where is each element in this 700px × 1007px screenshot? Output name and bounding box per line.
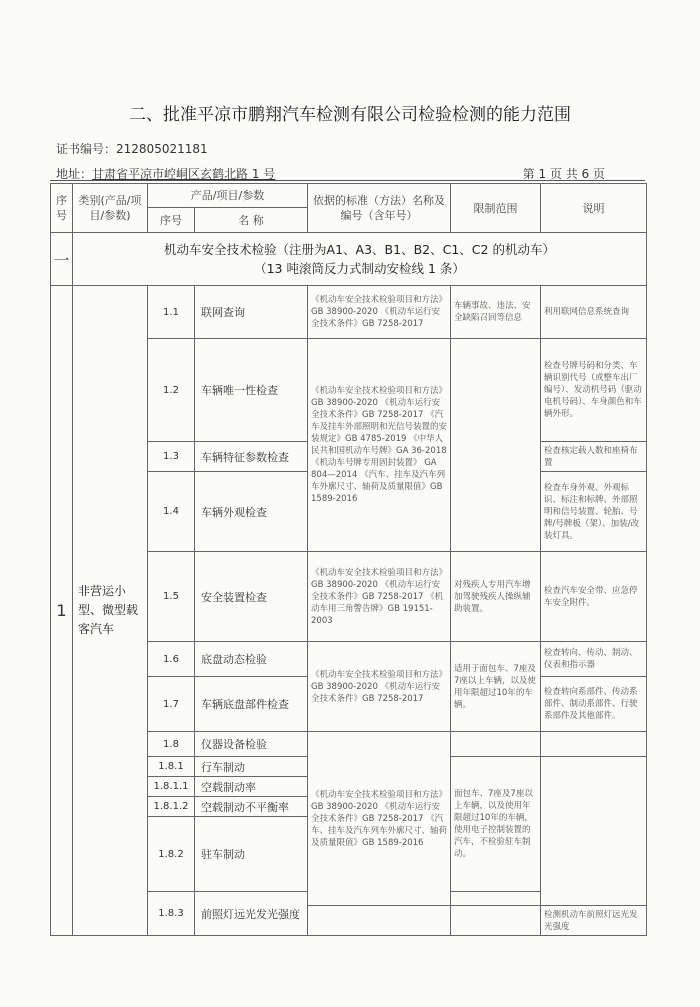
- header-sub-name: 名 称: [195, 208, 308, 233]
- item-name: 仪器设备检验: [195, 732, 308, 757]
- item-name: 车辆唯一性检查: [195, 339, 308, 442]
- item-name: 联网查询: [195, 286, 308, 339]
- limit-cell: [451, 906, 541, 936]
- limit-cell: 对残疾人专用汽车增加驾驶残疾人操纵辅助装置。: [451, 552, 541, 642]
- item-no: 1.2: [148, 339, 195, 442]
- header-seq: 序号: [51, 184, 73, 233]
- limit-cell: 车辆事故、违法、安全缺陷召回等信息: [451, 286, 541, 339]
- divider: [50, 180, 645, 181]
- section-title-line2: （13 吨滚筒反力式制动安检线 1 条）: [254, 261, 465, 276]
- limit-cell: 面包车、7座及7座以上车辆，以及使用年限超过10年的车辆，使用电子控制装置的汽车，不检验驻车制动。: [451, 757, 541, 892]
- item-no: 1.6: [148, 642, 195, 677]
- item-name: 行车制动: [195, 757, 308, 777]
- standard-cell: 《机动车安全技术检验项目和方法》GB 38900-2020 《机动车运行安全技术条件》GB 7258-2017 《机动车用三角警告牌》GB 19151-2003: [308, 552, 451, 642]
- address-label: 地址：: [56, 167, 93, 181]
- note-cell: 检查转向、传动、制动、仪表和指示器: [541, 642, 647, 677]
- limit-cell: 适用于面包车、7座及7座以上车辆，以及使用年限超过10年的车辆。: [451, 642, 541, 732]
- header-category: 类别(产品/项目/参数): [73, 184, 148, 233]
- group-number: 1: [51, 286, 73, 936]
- item-no: 1.8.1.1: [148, 777, 195, 797]
- cert-label: 证书编号：: [56, 142, 117, 156]
- note-cell: 检查转向系部件、传动系部件、制动系部件、行驶系部件及其他部件。: [541, 677, 647, 732]
- page-indicator: 第 1 页 共 6 页: [522, 167, 605, 181]
- note-cell: 利用联网信息系统查询: [541, 286, 647, 339]
- item-name: 空载制动不平衡率: [195, 797, 308, 817]
- item-no: 1.1: [148, 286, 195, 339]
- document-title: 二、批准平凉市鹏翔汽车检测有限公司检验检测的能力范围: [129, 105, 571, 125]
- item-name: 安全装置检查: [195, 552, 308, 642]
- section-number: 一: [51, 233, 73, 286]
- item-no: 1.7: [148, 677, 195, 732]
- standard-cell: 《机动车安全技术检验项目和方法》GB 38900-2020 《机动车运行安全技术条件》GB 7258-2017: [308, 286, 451, 339]
- section-title: [73, 233, 647, 286]
- item-name: 车辆外观检查: [195, 472, 308, 552]
- standard-cell: [308, 906, 451, 936]
- item-no: 1.8.1.2: [148, 797, 195, 817]
- note-cell: 检查车身外观、外观标识、标注和标牌、外部照明和信号装置、轮胎、号牌/号牌板（架）、加装/改装灯具。: [541, 472, 647, 552]
- note-cell: 检查号牌号码和分类、车辆识别代号（或整车出厂编号）、发动机号码（驱动电机号码）、车身颜色和车辆外形。: [541, 339, 647, 442]
- standard-cell: 《机动车安全技术检验项目和方法》GB 38900-2020 《机动车运行安全技术条件》GB 7258-2017: [308, 642, 451, 732]
- item-name: 前照灯远光发光强度: [195, 892, 308, 936]
- header-sub-no: 序号: [148, 208, 195, 233]
- item-name: 驻车制动: [195, 817, 308, 892]
- item-no: 1.8.1: [148, 757, 195, 777]
- note-cell: 检查核定载人数和座椅布置: [541, 442, 647, 472]
- standard-cell: 《机动车安全技术检验项目和方法》GB 38900-2020 《机动车运行安全技术条件》GB 7258-2017 《汽车、挂车及汽车列车外廓尺寸、轴荷及质量限值》GB 1589-2016: [308, 732, 451, 906]
- item-no: 1.8: [148, 732, 195, 757]
- header-note: 说明: [541, 184, 647, 233]
- certificate-number: [56, 140, 208, 157]
- header-product: 产品/项目/参数: [148, 184, 308, 208]
- header-limit: 限制范围: [451, 184, 541, 233]
- item-name: 车辆特征参数检查: [195, 442, 308, 472]
- item-name: 空载制动率: [195, 777, 308, 797]
- note-cell: 检测机动车前照灯远光发光强度: [541, 906, 647, 936]
- note-cell: 检查汽车安全带、应急停车安全附件。: [541, 552, 647, 642]
- address-value: 甘肃省平凉市崆峒区玄鹤北路 1 号: [92, 167, 276, 181]
- header-standard: 依据的标准（方法）名称及编号（含年号）: [308, 184, 451, 233]
- item-no: 1.8.3: [148, 892, 195, 936]
- group-category: 非营运小型、微型载客汽车: [73, 286, 148, 936]
- item-no: 1.8.2: [148, 817, 195, 892]
- item-name: 底盘动态检验: [195, 642, 308, 677]
- item-no: 1.5: [148, 552, 195, 642]
- limit-cell: [451, 732, 541, 757]
- note-cell: [541, 757, 647, 906]
- capability-table: [50, 183, 647, 936]
- item-no: 1.3: [148, 442, 195, 472]
- item-name: 车辆底盘部件检查: [195, 677, 308, 732]
- limit-cell: [451, 892, 541, 906]
- cert-value: 212805021181: [116, 142, 208, 156]
- note-cell: [541, 732, 647, 757]
- section-title-line1: 机动车安全技术检验（注册为A1、A3、B1、B2、C1、C2 的机动车）: [164, 242, 555, 257]
- item-no: 1.4: [148, 472, 195, 552]
- limit-cell: [451, 339, 541, 552]
- standard-cell: 《机动车安全技术检验项目和方法》GB 38900-2020 《机动车运行安全技术条件》GB 7258-2017 《汽车及挂车外部照明和光信号装置的安装规定》GB 4785-2019 《中华人民共和国机动车号牌》GA 36-2018 《机动车号牌专用固封装置》 GA 804—2014 《汽车、挂车及汽车列车外廓尺寸、轴荷及质量限值》GB 1589-2016: [308, 339, 451, 552]
